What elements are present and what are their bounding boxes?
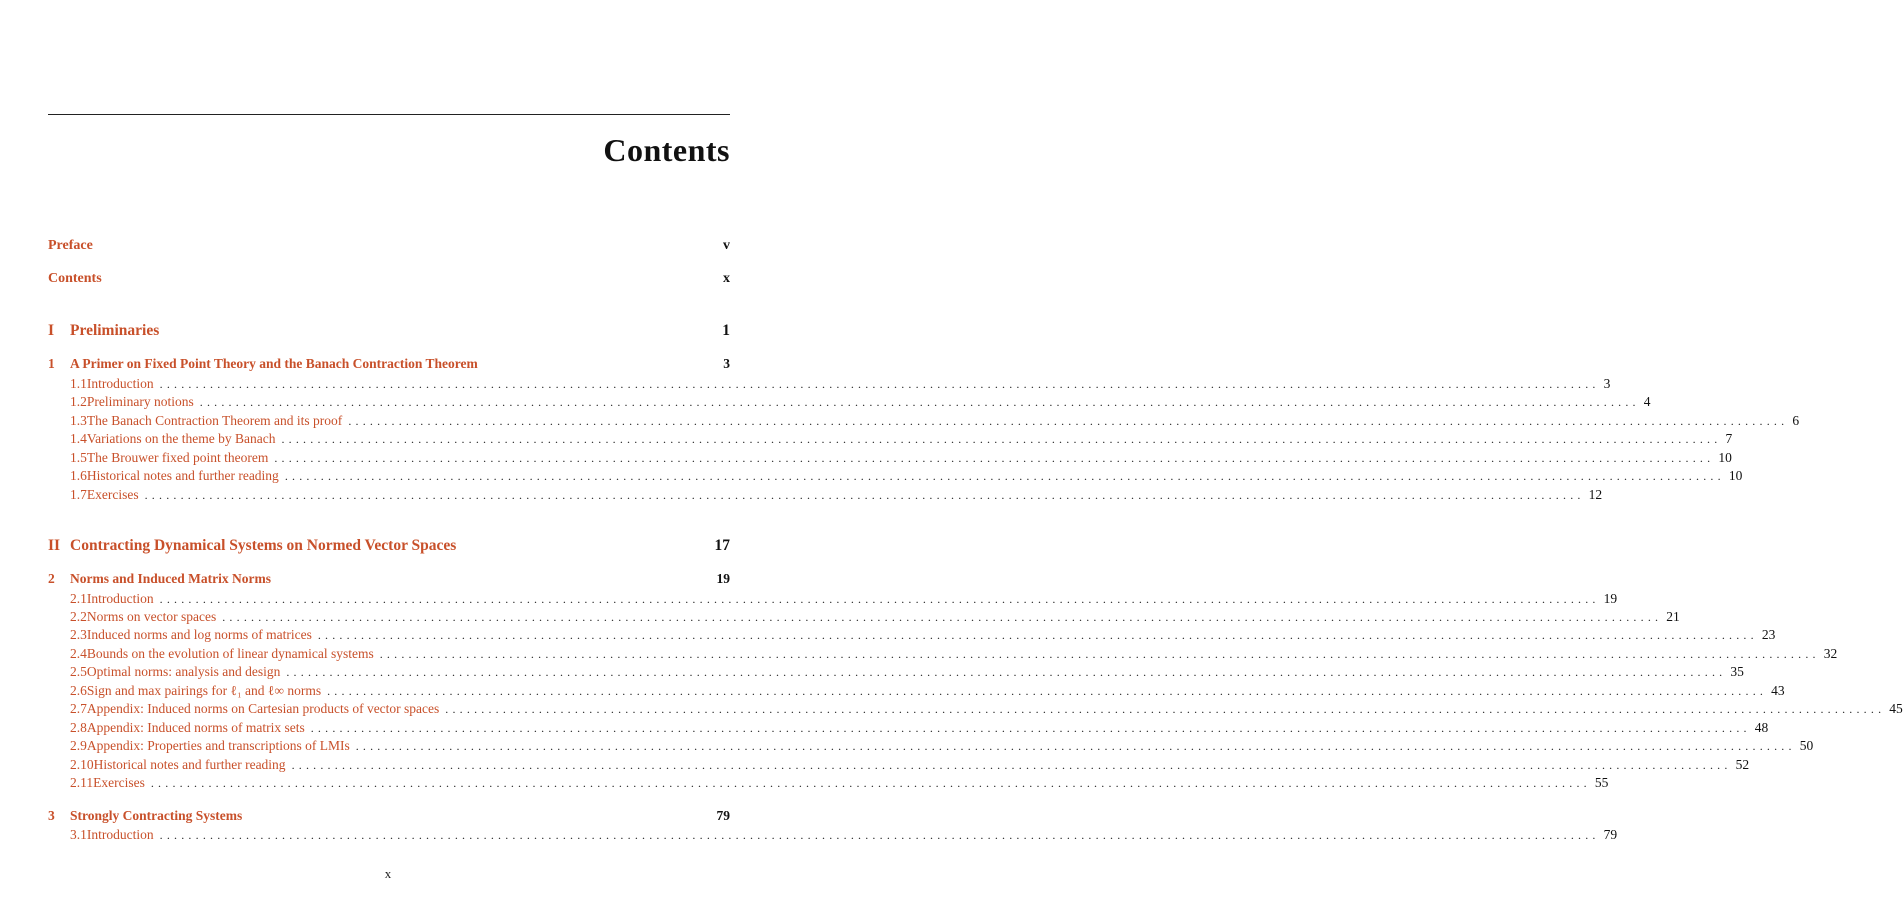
part-page: 17: [714, 537, 730, 554]
toc-section[interactable]: [48, 701, 1903, 717]
section-number: 1.1: [70, 376, 87, 391]
dot-leader: ........................................................................................................................................................................................................: [281, 432, 1722, 446]
section-title: Variations on the theme by Banach: [86, 431, 276, 446]
dot-leader: ........................................................................................................................................................................................................: [291, 758, 1732, 772]
section-number: 2.1: [70, 591, 87, 606]
toc-section[interactable]: [48, 738, 1814, 754]
dot-leader: ........................................................................................................................................................................................................: [445, 702, 1886, 716]
section-title: Appendix: Induced norms of matrix sets: [86, 720, 305, 735]
dot-leader: ........................................................................................................................................................................................................: [286, 665, 1727, 679]
section-title: Induced norms and log norms of matrices: [86, 627, 312, 642]
toc-part-2[interactable]: [48, 537, 730, 555]
toc-section[interactable]: [48, 609, 1680, 625]
section-page: 12: [1588, 487, 1603, 502]
chapter-page: 79: [716, 808, 730, 823]
section-page: 21: [1666, 609, 1680, 624]
toc-section[interactable]: [48, 827, 1618, 843]
section-number: 1.5: [70, 450, 87, 465]
toc-section[interactable]: [48, 394, 1651, 410]
section-page: 55: [1594, 775, 1609, 790]
toc-entry-page: v: [723, 238, 730, 253]
section-title: The Brouwer fixed point theorem: [86, 450, 269, 465]
page-number: x: [384, 866, 392, 881]
toc-section[interactable]: [48, 376, 1611, 392]
section-number: 2.5: [70, 664, 87, 679]
header-rule: [48, 114, 730, 115]
section-page: 52: [1735, 757, 1750, 772]
section-page: 6: [1792, 413, 1800, 428]
section-title: Bounds on the evolution of linear dynamical systems: [86, 646, 374, 661]
section-title: The Banach Contraction Theorem and its proof: [86, 413, 343, 428]
section-title: Introduction: [86, 376, 154, 391]
chapter-page: 3: [723, 356, 730, 371]
section-number: 2.9: [70, 738, 87, 753]
dot-leader: ........................................................................................................................................................................................................: [150, 776, 1591, 790]
dot-leader: ........................................................................................................................................................................................................: [327, 684, 1768, 698]
dot-leader: ........................................................................................................................................................................................................: [355, 739, 1796, 753]
section-page: 7: [1725, 431, 1733, 446]
dot-leader: ........................................................................................................................................................................................................: [274, 451, 1715, 465]
dot-leader: ........................................................................................................................................................................................................: [159, 828, 1600, 842]
section-page: 3: [1603, 376, 1611, 391]
toc-entry-label: Preface: [48, 238, 93, 253]
toc-entry-label: Contents: [48, 271, 102, 286]
section-page: 48: [1754, 720, 1769, 735]
toc-section[interactable]: [48, 450, 1732, 466]
toc-section[interactable]: [48, 683, 1785, 699]
dot-leader: ........................................................................................................................................................................................................: [199, 395, 1640, 409]
toc-entry-page: x: [723, 271, 730, 286]
toc-section[interactable]: [48, 591, 1618, 607]
toc-chapter-3[interactable]: [48, 808, 730, 824]
toc-entry-contents[interactable]: [48, 271, 730, 287]
dot-leader: ........................................................................................................................................................................................................: [379, 647, 1820, 661]
section-page: 35: [1730, 664, 1744, 679]
section-title: Optimal norms: analysis and design: [86, 664, 281, 679]
chapter-title: Norms and Induced Matrix Norms: [70, 571, 271, 586]
toc-section[interactable]: [48, 627, 1776, 643]
toc-chapter-2[interactable]: [48, 571, 730, 587]
toc-section[interactable]: [48, 757, 1750, 773]
section-page: 19: [1603, 591, 1618, 606]
section-title: Norms on vector spaces: [86, 609, 217, 624]
section-title: Historical notes and further reading: [93, 757, 286, 772]
toc-part-1[interactable]: [48, 322, 730, 340]
toc-section[interactable]: [48, 431, 1733, 447]
dot-leader: ........................................................................................................................................................................................................: [284, 469, 1725, 483]
chapter-number: 2: [48, 571, 55, 586]
section-number: 2.8: [70, 720, 87, 735]
chapter-number: 3: [48, 808, 55, 823]
part-page: 1: [722, 322, 730, 339]
section-title: Appendix: Induced norms on Cartesian products of vector spaces: [86, 701, 440, 716]
toc-section[interactable]: [48, 413, 1800, 429]
dot-leader: ........................................................................................................................................................................................................: [310, 721, 1751, 735]
section-number: 2.6: [70, 683, 87, 698]
section-title: Preliminary notions: [86, 394, 194, 409]
toc-section[interactable]: [48, 468, 1743, 484]
section-title: Introduction: [86, 827, 154, 842]
section-page: 32: [1823, 646, 1838, 661]
section-number: 1.6: [70, 468, 87, 483]
section-number: 1.7: [70, 487, 87, 502]
dot-leader: ........................................................................................................................................................................................................: [222, 610, 1663, 624]
dot-leader: ........................................................................................................................................................................................................: [317, 628, 1758, 642]
part-title: Preliminaries: [70, 322, 160, 339]
dot-leader: ........................................................................................................................................................................................................: [159, 377, 1600, 391]
section-title: Exercises: [93, 775, 145, 790]
part-number: I: [48, 322, 55, 339]
page-title: Contents: [603, 132, 730, 168]
section-page: 4: [1643, 394, 1651, 409]
chapter-number: 1: [48, 356, 55, 371]
section-number: 1.2: [70, 394, 87, 409]
toc-chapter-1[interactable]: [48, 356, 730, 372]
toc-section[interactable]: [48, 664, 1744, 680]
section-number: 2.4: [70, 646, 87, 661]
part-title: Contracting Dynamical Systems on Normed Vector Spaces: [70, 537, 457, 554]
section-number: 1.4: [70, 431, 87, 446]
toc-entry-preface[interactable]: [48, 238, 730, 254]
section-page: 50: [1799, 738, 1814, 753]
section-page: 10: [1718, 450, 1732, 465]
dot-leader: ........................................................................................................................................................................................................: [144, 488, 1585, 502]
dot-leader: ........................................................................................................................................................................................................: [348, 414, 1789, 428]
section-page: 79: [1603, 827, 1618, 842]
section-number: 3.1: [70, 827, 87, 842]
section-title: Sign and max pairings for ℓ₁ and ℓ∞ norms: [86, 683, 322, 698]
section-page: 10: [1728, 468, 1743, 483]
toc-section[interactable]: [48, 775, 1609, 791]
section-title: Appendix: Properties and transcriptions of LMIs: [86, 738, 350, 753]
section-page: 45: [1889, 701, 1903, 716]
section-title: Exercises: [86, 487, 139, 502]
toc-section[interactable]: [48, 720, 1769, 736]
section-page: 23: [1761, 627, 1776, 642]
section-number: 2.3: [70, 627, 87, 642]
part-number: II: [48, 537, 61, 554]
dot-leader: ........................................................................................................................................................................................................: [159, 592, 1600, 606]
chapter-title: Strongly Contracting Systems: [70, 808, 243, 823]
toc-section[interactable]: [48, 487, 1603, 503]
section-number: 2.7: [70, 701, 87, 716]
section-number: 2.2: [70, 609, 87, 624]
chapter-title: A Primer on Fixed Point Theory and the Banach Contraction Theorem: [70, 356, 478, 371]
section-number: 1.3: [70, 413, 87, 428]
section-title: Introduction: [86, 591, 154, 606]
section-number: 2.10: [70, 757, 94, 772]
chapter-page: 19: [716, 571, 730, 586]
section-page: 43: [1771, 683, 1785, 698]
toc-section[interactable]: [48, 646, 1838, 662]
section-number: 2.11: [70, 775, 94, 790]
section-title: Historical notes and further reading: [86, 468, 279, 483]
